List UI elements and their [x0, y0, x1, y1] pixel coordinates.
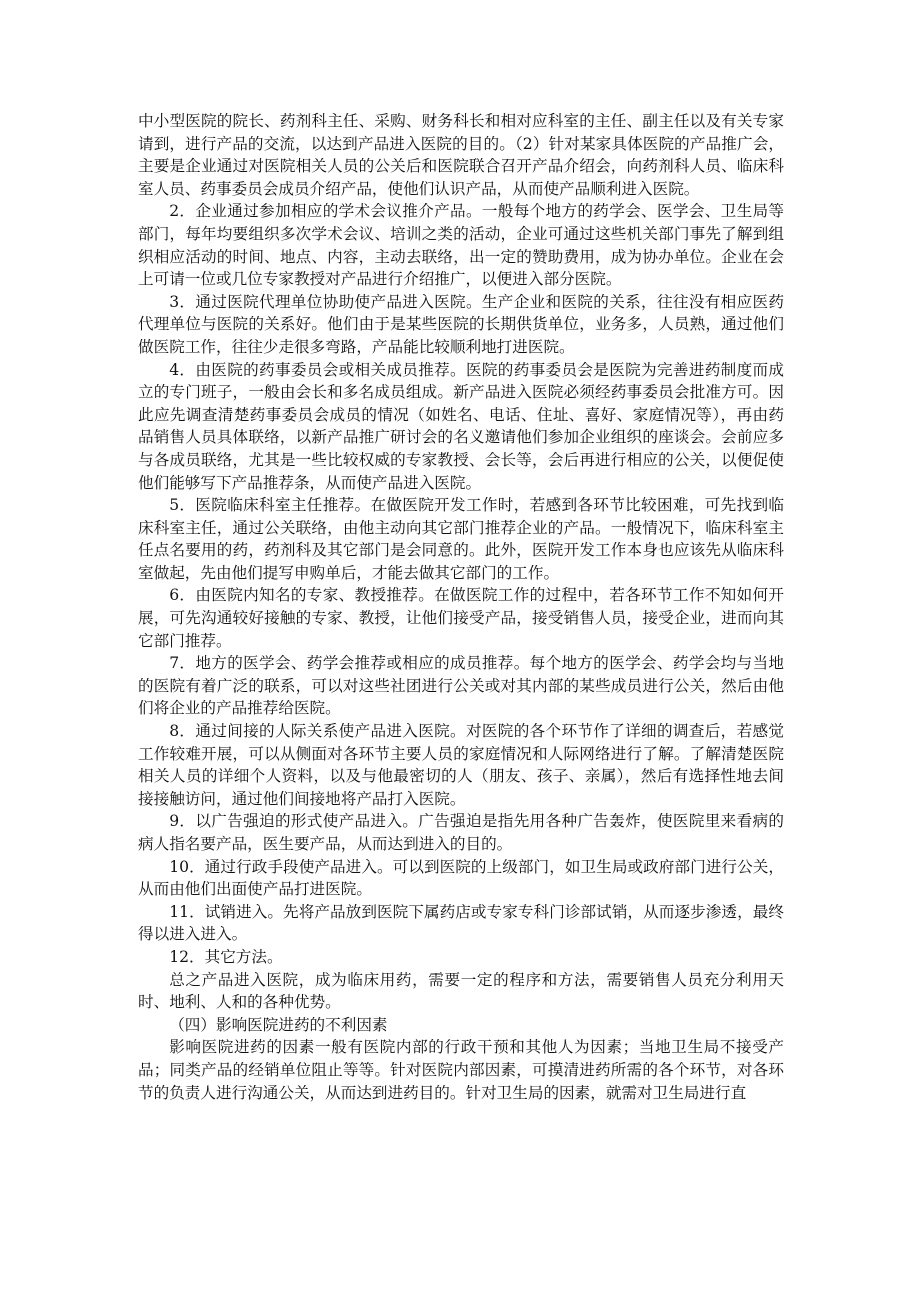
paragraph-item-2-academic-conference: 2．企业通过参加相应的学术会议推介产品。一般每个地方的药学会、医学会、卫生局等部门，每年均要组织多次学术会议、培训之类的活动，企业可通过这些机关部门事先了解到组织相应活动的时间、地点、内容，主动去联络，出一定的赞助费用，成为协办单位。企业在会上可请一位或几位专家教授对产品进行介绍推广，以便进入部分医院。	[138, 202, 784, 289]
paragraph-item-8-personal-relations: 8．通过间接的人际关系使产品进入医院。对医院的各个环节作了详细的调查后，若感觉工作较难开展，可以从侧面对各环节主要人员的家庭情况和人际网络进行了解。了解清楚医院相关人员的详细个人资料，以及与他最密切的人（朋友、孩子、亲属），然后有选择性地去间接接触访问，通过他们间接地将产品打入医院。	[138, 722, 784, 808]
paragraph-item-7-medical-association: 7．地方的医学会、药学会推荐或相应的成员推荐。每个地方的医学会、药学会均与当地的医院有着广泛的联系，可以对这些社团进行公关或对其内部的某些成员进行公关，然后由他们将企业的产品推荐给医院。	[138, 654, 784, 718]
paragraph-item-6-expert-recommend: 6．由医院内知名的专家、教授推荐。在做医院工作的过程中，若各环节工作不知如何开展，可先沟通较好接触的专家、教授，让他们接受产品，接受销售人员，接受企业，进而向其它部门推荐。	[138, 586, 784, 650]
paragraph-item-9-advertising: 9．以广告强迫的形式使产品进入。广告强迫是指先用各种广告轰炸，使医院里来看病的病人指名要产品，医生要产品，从而达到进入的目的。	[138, 812, 784, 853]
paragraph-item-4-pharmacy-committee: 4．由医院的药事委员会或相关成员推荐。医院的药事委员会是医院为完善进药制度而成立的专门班子，一般由会长和多名成员组成。新产品进入医院必须经药事委员会批准方可。因此应先调查清楚药事委员会成员的情况（如姓名、电话、住址、喜好、家庭情况等），再由药品销售人员具体联络，以新产品推广研讨会的名义邀请他们参加企业组织的座谈会。会前应多与各成员联络，尤其是一些比较权威的专家教授、会长等，会后再进行相应的公关，以便促使他们能够写下产品推荐条，从而使产品进入医院。	[138, 360, 784, 492]
paragraph-adverse-factors: 影响医院进药的因素一般有医院内部的行政干预和其他人为因素；当地卫生局不接受产品；同类产品的经销单位阻止等等。针对医院内部因素，可摸清进药所需的各个环节，对各环节的负责人进行沟通公关，从而达到进药目的。针对卫生局的因素，就需对卫生局进行直	[138, 1038, 784, 1102]
paragraph-item-12-other-methods: 12．其它方法。	[169, 947, 283, 966]
paragraph-item-5-clinical-director: 5．医院临床科室主任推荐。在做医院开发工作时，若感到各环节比较困难，可先找到临床科室主任，通过公关联络，由他主动向其它部门推荐企业的产品。一般情况下，临床科室主任点名要用的药，药剂科及其它部门是会同意的。此外，医院开发工作本身也应该先从临床科室做起，先由他们提写申购单后，才能去做其它部门的工作。	[138, 496, 784, 582]
paragraph-item-3-agent-unit: 3．通过医院代理单位协助使产品进入医院。生产企业和医院的关系，往往没有相应医药代理单位与医院的关系好。他们由于是某些医院的长期供货单位，业务多，人员熟，通过他们做医院工作，往往少走很多弯路，产品能比较顺利地打进医院。	[138, 292, 784, 356]
paragraph-item-10-administrative: 10．通过行政手段使产品进入。可以到医院的上级部门，如卫生局或政府部门进行公关，从而由他们出面使产品打进医院。	[138, 857, 784, 899]
paragraph-item-11-trial-sales: 11．试销进入。先将产品放到医院下属药店或专家专科门诊部试销，从而逐步渗透，最终得以进入进入。	[138, 902, 784, 944]
paragraph-summary: 总之产品进入医院，成为临床用药，需要一定的程序和方法，需要销售人员充分利用天时、地利、人和的各种优势。	[138, 970, 784, 1012]
paragraph-hospital-promotion-meeting: 中小型医院的院长、药剂科主任、采购、财务科长和相对应科室的主任、副主任以及有关专家请到，进行产品的交流，以达到产品进入医院的目的。（2）针对某家具体医院的产品推广会，主要是企业通过对医院相关人员的公关后和医院联合召开产品介绍会，向药剂科人员、临床科室人员、药事委员会成员介绍产品，使他们认识产品，从而使产品顺利进入医院。	[138, 112, 784, 198]
document-page	[138, 110, 784, 1104]
section-heading-adverse-factors: （四）影响医院进药的不利因素	[169, 1015, 388, 1034]
